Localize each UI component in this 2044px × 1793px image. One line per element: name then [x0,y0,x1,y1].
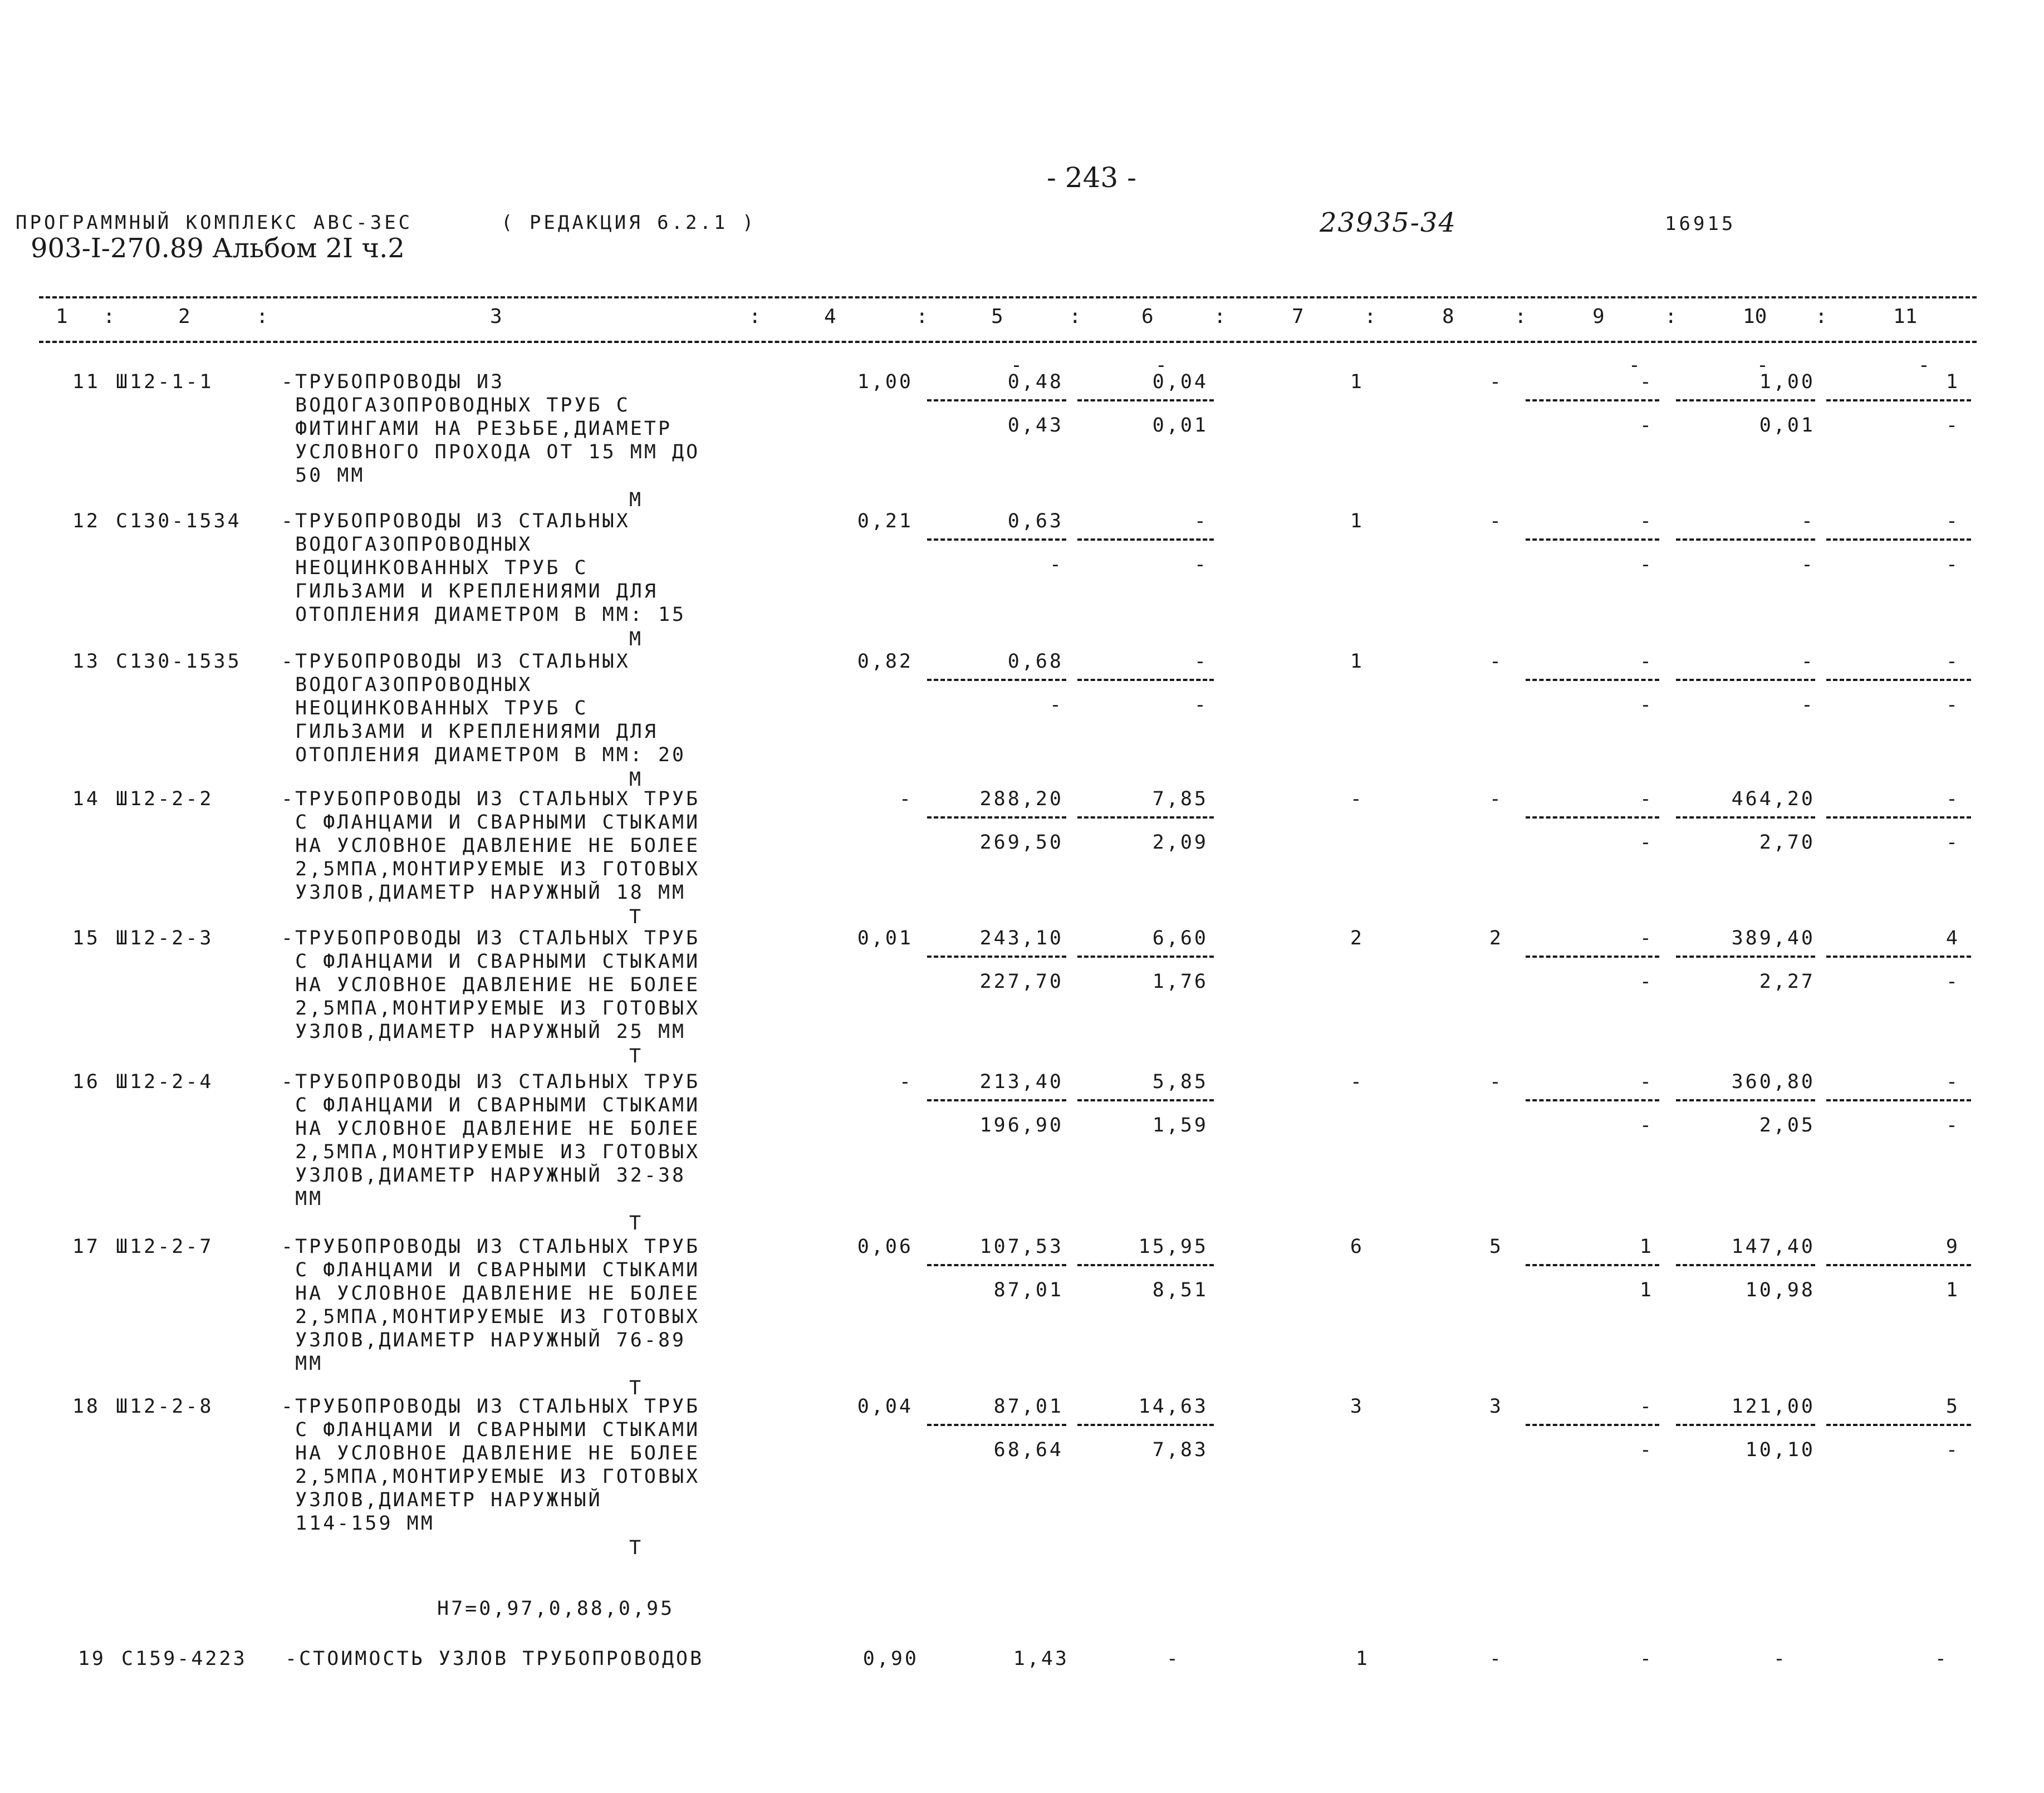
col4-value: 0,21 [857,510,913,532]
row-code: С159-4223 [121,1648,247,1670]
header-rule-bottom [39,341,1977,343]
row-description: -ТРУБОПРОВОДЫ ИЗ СТАЛЬНЫХ ВОДОГАЗОПРОВОДНЫХ НЕОЦИНКОВАННЫХ ТРУБ С ГИЛЬЗАМИ И КРЕПЛЕНИЯМИ ДЛЯ ОТОПЛЕНИЯ ДИАМЕТРОМ В ММ: 20 [281,650,687,766]
fraction-divider [1826,1264,1971,1266]
col11-value: 9 [1945,1236,1960,1258]
row-unit: Т [629,1537,644,1559]
col10-value: 360,80 [1731,1071,1815,1093]
col8-value: - [1489,788,1503,810]
fraction-divider [1676,1099,1815,1101]
col9-value: - [1639,510,1654,532]
col9-value: - [1639,788,1654,810]
column-header-7: 7 [1292,305,1304,328]
row-number: 19 [77,1648,106,1670]
col9-top-mark: - [1628,354,1643,376]
fraction-divider [1077,679,1214,681]
col6-subvalue: 1,76 [1152,971,1208,993]
col8-value: - [1489,1071,1503,1093]
col5-subvalue: 227,70 [979,971,1063,993]
fraction-divider [1676,1424,1815,1426]
col6-value: - [1166,1648,1180,1670]
fraction-divider [927,538,1066,541]
fraction-divider [1526,816,1659,819]
fraction-divider [1526,1424,1659,1426]
fraction-divider [1526,1264,1659,1266]
col11-value: - [1945,650,1960,673]
col10-value: 1,00 [1759,371,1815,393]
col6-subvalue: 1,59 [1152,1114,1208,1136]
row-number: 17 [72,1236,100,1258]
col6-subvalue: - [1194,553,1208,576]
col10-top-mark: - [1756,354,1771,376]
row-number: 14 [72,788,100,810]
col9-value: - [1639,371,1654,393]
col7-value: - [1350,788,1364,810]
col7-value: 1 [1350,510,1364,532]
column-separator: : [1069,305,1081,328]
col10-subvalue: 2,27 [1759,971,1815,993]
column-header-4: 4 [824,305,836,328]
column-separator: : [1815,305,1827,328]
col11-subvalue: - [1945,831,1960,854]
col4-value: - [899,788,913,810]
fraction-divider [1676,816,1815,819]
fraction-divider [1526,538,1659,541]
col10-subvalue: - [1801,553,1815,576]
col7-value: 3 [1350,1395,1364,1418]
col5-subvalue: - [1049,694,1063,716]
col5-subvalue: 87,01 [993,1279,1063,1301]
row-unit: Т [629,1045,644,1067]
col4-value: 0,82 [857,650,913,673]
col11-value: 5 [1945,1395,1960,1418]
row-unit: Т [629,1212,644,1234]
col11-value: - [1934,1648,1949,1670]
col10-subvalue: 10,10 [1745,1439,1815,1461]
row-code: Ш12-2-2 [116,788,214,810]
col6-top-mark: - [1155,354,1169,376]
row-unit: Т [629,906,644,928]
column-header-9: 9 [1592,305,1605,328]
column-separator: : [749,305,761,328]
col9-value: - [1639,1395,1654,1418]
row-description: -ТРУБОПРОВОДЫ ИЗ СТАЛЬНЫХ ТРУБ С ФЛАНЦАМИ И СВАРНЫМИ СТЫКАМИ НА УСЛОВНОЕ ДАВЛЕНИЕ НЕ БОЛЕЕ 2,5МПА,МОНТИРУЕМЫЕ ИЗ ГОТОВЫХ УЗЛОВ,ДИАМЕТР НАРУЖНЫЙ 18 ММ [281,788,700,904]
row-description: -ТРУБОПРОВОДЫ ИЗ СТАЛЬНЫХ ТРУБ С ФЛАНЦАМИ И СВАРНЫМИ СТЫКАМИ НА УСЛОВНОЕ ДАВЛЕНИЕ НЕ БОЛЕЕ 2,5МПА,МОНТИРУЕМЫЕ ИЗ ГОТОВЫХ УЗЛОВ,ДИАМЕТР НАРУЖНЫЙ 32-38 ММ [281,1071,700,1210]
col11-value: - [1945,788,1960,810]
fraction-divider [1526,1099,1659,1101]
fraction-divider [1077,956,1214,958]
row-code: С130-1534 [116,510,242,532]
col11-subvalue: - [1945,414,1960,437]
fraction-divider [1077,538,1214,541]
col10-subvalue: 2,70 [1759,831,1815,854]
col5-value: 87,01 [993,1395,1063,1418]
fraction-divider [1526,956,1659,958]
row-description: -ТРУБОПРОВОДЫ ИЗ ВОДОГАЗОПРОВОДНЫХ ТРУБ С ФИТИНГАМИ НА РЕЗЬБЕ,ДИАМЕТР УСЛОВНОГО ПРОХОДА ОТ 15 ММ ДО 50 ММ [281,371,700,487]
col6-subvalue: - [1194,694,1208,716]
col7-value: 1 [1355,1648,1370,1670]
col7-value: 2 [1350,927,1364,949]
col9-subvalue: - [1639,414,1654,437]
project-code: 23935-34 [1320,207,1457,238]
row-unit: М [629,628,644,650]
col5-value: 243,10 [979,927,1063,949]
row-code: Ш12-2-7 [116,1236,214,1258]
col10-value: 147,40 [1731,1236,1815,1258]
fraction-divider [927,679,1066,681]
column-separator: : [1214,305,1226,328]
fraction-divider [1826,816,1971,819]
col7-value: 1 [1350,650,1364,673]
col5-subvalue: 269,50 [979,831,1063,854]
column-separator: : [256,305,268,328]
col4-value: 0,04 [857,1395,913,1418]
col8-value: 2 [1489,927,1503,949]
fraction-divider [927,956,1066,958]
fraction-divider [1526,679,1659,681]
col11-subvalue: - [1945,971,1960,993]
col6-value: 7,85 [1152,788,1208,810]
col11-top-mark: - [1918,354,1932,376]
row-description: -ТРУБОПРОВОДЫ ИЗ СТАЛЬНЫХ ТРУБ С ФЛАНЦАМИ И СВАРНЫМИ СТЫКАМИ НА УСЛОВНОЕ ДАВЛЕНИЕ НЕ БОЛЕЕ 2,5МПА,МОНТИРУЕМЫЕ ИЗ ГОТОВЫХ УЗЛОВ,ДИАМЕТР НАРУЖНЫЙ 114-159 ММ [281,1395,700,1535]
col8-value: 3 [1489,1395,1503,1418]
col5-subvalue: 0,43 [1007,414,1063,437]
col6-subvalue: 2,09 [1152,831,1208,854]
col11-subvalue: - [1945,694,1960,716]
row-number: 16 [72,1071,100,1093]
col9-subvalue: - [1639,553,1654,576]
col6-value: 14,63 [1138,1395,1208,1418]
fraction-divider [927,1099,1066,1101]
col6-subvalue: 7,83 [1152,1439,1208,1461]
col9-subvalue: - [1639,1439,1654,1461]
col10-subvalue: 0,01 [1759,414,1815,437]
col5-subvalue: 196,90 [979,1114,1063,1136]
col10-value: 389,40 [1731,927,1815,949]
col10-subvalue: 2,05 [1759,1114,1815,1136]
col8-value: - [1489,371,1503,393]
col10-value: 121,00 [1731,1395,1815,1418]
col6-value: 0,04 [1152,371,1208,393]
row-unit: Т [629,1377,644,1399]
column-header-8: 8 [1442,305,1454,328]
col5-value: 107,53 [979,1236,1063,1258]
col5-value: 1,43 [1013,1648,1069,1670]
column-header-11: 11 [1893,305,1918,328]
col5-value: 288,20 [979,788,1063,810]
header-rule-top [39,296,1977,298]
row-number: 15 [72,927,100,949]
fraction-divider [1826,1424,1971,1426]
col6-value: 15,95 [1138,1236,1208,1258]
col6-subvalue: 0,01 [1152,414,1208,437]
column-header-1: 1 [56,305,68,328]
col6-value: - [1194,650,1208,673]
row-number: 13 [72,650,100,673]
row-number: 18 [72,1395,100,1418]
row-code: Ш12-2-8 [116,1395,214,1418]
fraction-divider [1826,1099,1971,1101]
col6-value: 6,60 [1152,927,1208,949]
col10-subvalue: - [1801,694,1815,716]
column-header-3: 3 [490,305,502,328]
col6-value: - [1194,510,1208,532]
col11-value: - [1945,510,1960,532]
fraction-divider [1676,538,1815,541]
col10-subvalue: 10,98 [1745,1279,1815,1301]
col5-subvalue: 68,64 [993,1439,1063,1461]
row-unit: М [629,489,644,511]
column-separator: : [1364,305,1376,328]
fraction-divider [927,1264,1066,1266]
col4-value: 0,06 [857,1236,913,1258]
col5-subvalue: - [1049,553,1063,576]
col9-value: - [1639,1648,1654,1670]
page-number: - 243 - [1047,161,1137,194]
col9-subvalue: - [1639,694,1654,716]
col9-subvalue: - [1639,1114,1654,1136]
row-number: 11 [72,371,100,393]
col8-value: 5 [1489,1236,1503,1258]
col8-value: - [1489,510,1503,532]
col9-value: - [1639,650,1654,673]
col9-value: - [1639,927,1654,949]
fraction-divider [927,399,1066,401]
column-header-6: 6 [1141,305,1154,328]
col10-value: 464,20 [1731,788,1815,810]
fraction-divider [1676,956,1815,958]
row-code: Ш12-1-1 [116,371,214,393]
col9-subvalue: - [1639,971,1654,993]
col5-top-mark: - [1010,354,1025,376]
col10-value: - [1801,650,1815,673]
row-description: -ТРУБОПРОВОДЫ ИЗ СТАЛЬНЫХ ТРУБ С ФЛАНЦАМИ И СВАРНЫМИ СТЫКАМИ НА УСЛОВНОЕ ДАВЛЕНИЕ НЕ БОЛЕЕ 2,5МПА,МОНТИРУЕМЫЕ ИЗ ГОТОВЫХ УЗЛОВ,ДИАМЕТР НАРУЖНЫЙ 76-89 ММ [281,1236,700,1375]
col7-value: - [1350,1071,1364,1093]
column-separator: : [1514,305,1527,328]
column-separator: : [103,305,115,328]
col6-subvalue: 8,51 [1152,1279,1208,1301]
column-separator: : [1665,305,1677,328]
col8-value: - [1489,1648,1503,1670]
program-name: ПРОГРАММНЫЙ КОМПЛЕКС АВС-3ЕС [16,212,413,234]
fraction-divider [927,1424,1066,1426]
document-number: 16915 [1665,213,1736,235]
col4-value: 0,01 [857,927,913,949]
fraction-divider [1077,399,1214,401]
col11-subvalue: - [1945,1114,1960,1136]
col11-subvalue: - [1945,1439,1960,1461]
col5-value: 213,40 [979,1071,1063,1093]
row-code: Ш12-2-4 [116,1071,214,1093]
col5-value: 0,68 [1007,650,1063,673]
fraction-divider [1676,399,1815,401]
fraction-divider [1077,816,1214,819]
col9-value: 1 [1639,1236,1654,1258]
col7-value: 1 [1350,371,1364,393]
col11-subvalue: 1 [1945,1279,1960,1301]
col11-subvalue: - [1945,553,1960,576]
column-header-5: 5 [991,305,1003,328]
row-description: -СТОИМОСТЬ УЗЛОВ ТРУБОПРОВОДОВ [285,1648,704,1670]
col4-value: - [899,1071,913,1093]
col9-subvalue: - [1639,831,1654,854]
col5-value: 0,48 [1007,371,1063,393]
row-code: С130-1535 [116,650,242,673]
fraction-divider [1077,1424,1214,1426]
fraction-divider [1826,399,1971,401]
col10-value: - [1773,1648,1787,1670]
coefficients-line: Н7=0,97,0,88,0,95 [437,1598,675,1620]
fraction-divider [1676,679,1815,681]
col11-value: - [1945,1071,1960,1093]
fraction-divider [927,816,1066,819]
col5-value: 0,63 [1007,510,1063,532]
column-header-2: 2 [178,305,190,328]
album-reference: 903-I-270.89 Альбом 2I ч.2 [31,233,405,264]
row-description: -ТРУБОПРОВОДЫ ИЗ СТАЛЬНЫХ ТРУБ С ФЛАНЦАМИ И СВАРНЫМИ СТЫКАМИ НА УСЛОВНОЕ ДАВЛЕНИЕ НЕ БОЛЕЕ 2,5МПА,МОНТИРУЕМЫЕ ИЗ ГОТОВЫХ УЗЛОВ,ДИАМЕТР НАРУЖНЫЙ 25 ММ [281,927,700,1043]
row-number: 12 [72,510,100,532]
fraction-divider [1826,538,1971,541]
col9-subvalue: 1 [1639,1279,1654,1301]
fraction-divider [1826,956,1971,958]
fraction-divider [1077,1099,1214,1101]
col7-value: 6 [1350,1236,1364,1258]
col8-value: - [1489,650,1503,673]
fraction-divider [1077,1264,1214,1266]
col6-value: 5,85 [1152,1071,1208,1093]
col4-value: 0,90 [862,1648,919,1670]
col4-value: 1,00 [857,371,913,393]
col11-value: 4 [1945,927,1960,949]
row-description: -ТРУБОПРОВОДЫ ИЗ СТАЛЬНЫХ ВОДОГАЗОПРОВОДНЫХ НЕОЦИНКОВАННЫХ ТРУБ С ГИЛЬЗАМИ И КРЕПЛЕНИЯМИ ДЛЯ ОТОПЛЕНИЯ ДИАМЕТРОМ В ММ: 15 [281,510,687,626]
column-separator: : [916,305,928,328]
col10-value: - [1801,510,1815,532]
program-edition: ( РЕДАКЦИЯ 6.2.1 ) [501,212,757,234]
row-code: Ш12-2-3 [116,927,214,949]
col9-value: - [1639,1071,1654,1093]
row-unit: М [629,768,644,791]
fraction-divider [1826,679,1971,681]
col11-value: 1 [1945,371,1960,393]
fraction-divider [1526,399,1659,401]
column-header-10: 10 [1743,305,1767,328]
fraction-divider [1676,1264,1815,1266]
